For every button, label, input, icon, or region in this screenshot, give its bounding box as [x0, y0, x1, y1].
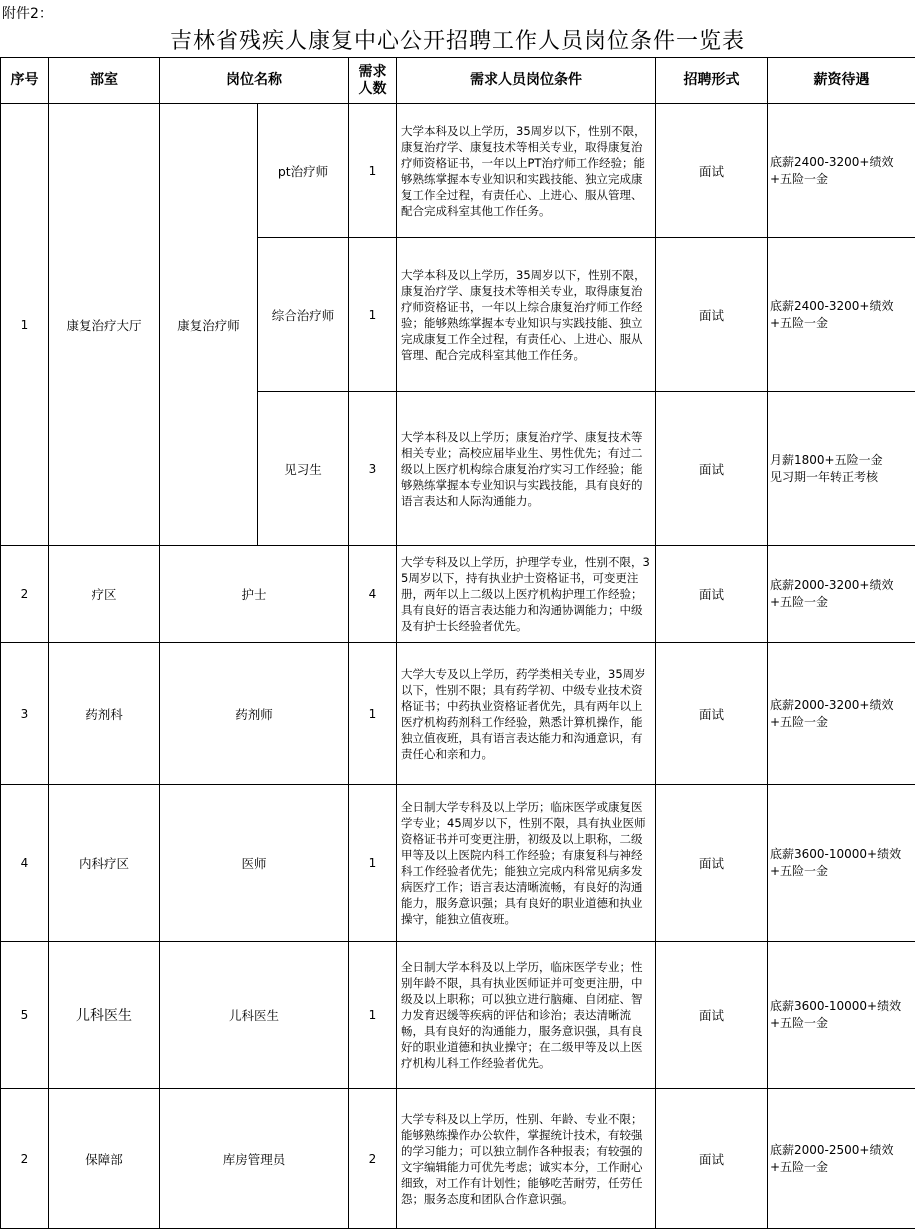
row-form: 面试: [656, 546, 768, 643]
header-requirements: 需求人员岗位条件: [397, 58, 656, 104]
row-seq: 2: [1, 546, 49, 643]
row-count: 4: [349, 546, 397, 643]
row-dept: 内科疗区: [49, 785, 160, 942]
row-post: 药剂师: [160, 643, 349, 785]
header-row: [1, 58, 915, 104]
row-post: 护士: [160, 546, 349, 643]
row-form: 面试: [656, 238, 768, 392]
table-row: [1, 104, 915, 238]
row-count: 3: [349, 392, 397, 546]
row-salary: 底薪2400-3200+绩效+五险一金: [768, 238, 915, 392]
row-salary: 底薪2000-3200+绩效+五险一金: [768, 643, 915, 785]
header-count-bottom: 人数: [359, 81, 387, 97]
row-count: 1: [349, 942, 397, 1089]
row-salary: 底薪3600-10000+绩效+五险一金: [768, 942, 915, 1089]
row-count: 1: [349, 643, 397, 785]
row-requirements: 大学本科及以上学历；康复治疗学、康复技术等相关专业；高校应届毕业生、男性优先；有过二级以上医疗机构综合康复治疗实习工作经验；能够熟练掌握本专业知识与实践技能，具有良好的语言表达和人际沟通能力。: [397, 392, 656, 546]
row-count: 2: [349, 1089, 397, 1229]
row-post: 库房管理员: [160, 1089, 349, 1229]
row-dept: 儿科医生: [49, 942, 160, 1089]
row-form: 面试: [656, 1089, 768, 1229]
table-row: [1, 785, 915, 942]
header-count: [349, 58, 397, 104]
row-post: 医师: [160, 785, 349, 942]
row-requirements: 大学专科及以上学历，护理学专业，性别不限，35周岁以下，持有执业护士资格证书，可变更注册，两年以上二级以上医疗机构护理工作经验；具有良好的语言表达能力和沟通协调能力；中级及有护士长经验者优先。: [397, 546, 656, 643]
row-count: 1: [349, 785, 397, 942]
header-salary: 薪资待遇: [768, 58, 915, 104]
row-seq: 2: [1, 1089, 49, 1229]
header-seq: 序号: [1, 58, 49, 104]
row-seq: 5: [1, 942, 49, 1089]
header-count-top: 需求: [359, 64, 387, 80]
page-title: 吉林省残疾人康复中心公开招聘工作人员岗位条件一览表: [0, 27, 915, 57]
row-seq: 4: [1, 785, 49, 942]
row-seq: 3: [1, 643, 49, 785]
row-form: 面试: [656, 942, 768, 1089]
table-row: [1, 643, 915, 785]
row-dept: 疗区: [49, 546, 160, 643]
row-form: 面试: [656, 785, 768, 942]
row-post: 儿科医生: [160, 942, 349, 1089]
row-post: 见习生: [258, 392, 349, 546]
row-salary: 底薪2000-2500+绩效+五险一金: [768, 1089, 915, 1229]
row-form: 面试: [656, 643, 768, 785]
row-requirements: 大学专科及以上学历，性别、年龄、专业不限；能够熟练操作办公软件，掌握统计技术，有较强的学习能力；可以独立制作各种报表；有较强的文字编辑能力可优先考虑；诚实本分，工作耐心细致，对工作有计划性；能够吃苦耐劳，任劳任怨；服务态度和团队合作意识强。: [397, 1089, 656, 1229]
row-count: 1: [349, 104, 397, 238]
row-requirements: 大学本科及以上学历，35周岁以下，性别不限，康复治疗学、康复技术等相关专业，取得康复治疗师资格证书，一年以上PT治疗师工作经验；能够熟练掌握本专业知识和实践技能、独立完成康复工作全过程，有责任心、上进心、服从管理、配合完成科室其他工作任务。: [397, 104, 656, 238]
row-dept: 药剂科: [49, 643, 160, 785]
row-form: 面试: [656, 104, 768, 238]
row-count: 1: [349, 238, 397, 392]
row-salary: 底薪3600-10000+绩效+五险一金: [768, 785, 915, 942]
row-post-group: 康复治疗师: [160, 104, 258, 546]
table-row: [1, 546, 915, 643]
row-requirements: 全日制大学本科及以上学历，临床医学专业；性别年龄不限，具有执业医师证并可变更注册，中级及以上职称；可以独立进行脑瘫、自闭症、智力发育迟缓等疾病的评估和诊治；表达清晰流畅，具有良好的沟通能力，服务意识强，具有良好的职业道德和执业操守；在二级甲等及以上医疗机构儿科工作经验者优先。: [397, 942, 656, 1089]
row-form: 面试: [656, 392, 768, 546]
row-requirements: 全日制大学专科及以上学历；临床医学或康复医学专业；45周岁以下，性别不限，具有执业医师资格证书并可变更注册，初级及以上职称，二级甲等及以上医院内科工作经验；有康复科与神经科工作经验者优先；能独立完成内科常见病多发病医疗工作；语言表达清晰流畅，有良好的沟通能力，服务意识强；具有良好的职业道德和执业操守，能独立值夜班。: [397, 785, 656, 942]
header-dept: 部室: [49, 58, 160, 104]
header-form: 招聘形式: [656, 58, 768, 104]
row-salary: 月薪1800+五险一金 见习期一年转正考核: [768, 392, 915, 546]
row-dept: 保障部: [49, 1089, 160, 1229]
recruitment-table: [0, 57, 915, 1229]
row-requirements: 大学大专及以上学历，药学类相关专业，35周岁以下，性别不限；具有药学初、中级专业技术资格证书；中药执业资格证者优先，具有两年以上医疗机构药剂科工作经验，熟悉计算机操作，能独立值夜班，具有语言表达能力和沟通意识，有责任心和亲和力。: [397, 643, 656, 785]
row-salary: 底薪2000-3200+绩效+五险一金: [768, 546, 915, 643]
row-dept: 康复治疗大厅: [49, 104, 160, 546]
row-salary: 底薪2400-3200+绩效+五险一金: [768, 104, 915, 238]
table-row: [1, 942, 915, 1089]
table-row: [1, 1089, 915, 1229]
annex-label: 附件2：: [2, 3, 53, 23]
row-post: 综合治疗师: [258, 238, 349, 392]
row-requirements: 大学本科及以上学历，35周岁以下，性别不限，康复治疗学、康复技术等相关专业，取得康复治疗师资格证书，一年以上综合康复治疗师工作经验；能够熟练掌握本专业知识与实践技能、独立完成康复工作全过程，有责任心、上进心、服从管理、配合完成科室其他工作任务。: [397, 238, 656, 392]
header-post: 岗位名称: [160, 58, 349, 104]
row-seq: 1: [1, 104, 49, 546]
row-post: pt治疗师: [258, 104, 349, 238]
